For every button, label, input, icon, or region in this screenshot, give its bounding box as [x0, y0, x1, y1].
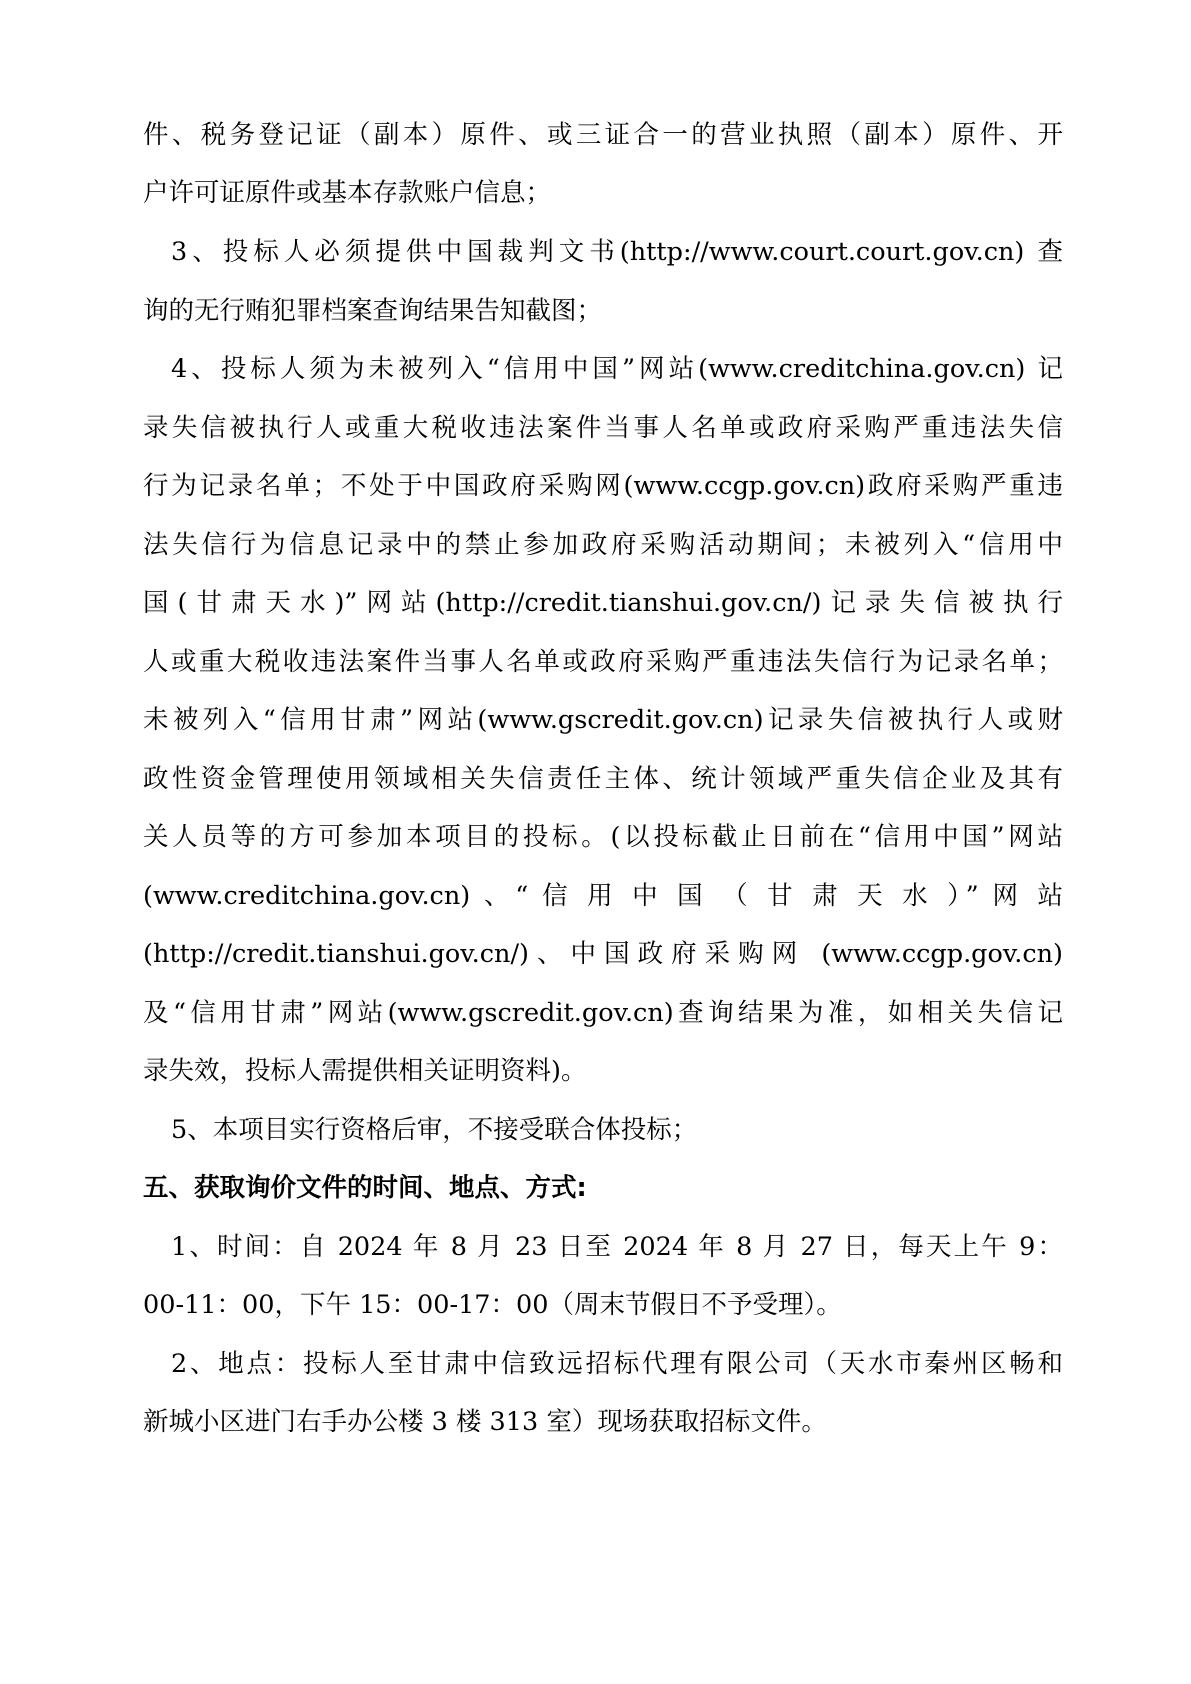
- paragraph-line: 行为记录名单；不处于中国政府采购网(www.ccgp.gov.cn)政府采购严重违: [143, 471, 1063, 501]
- paragraph-line: 法失信行为信息记录中的禁止参加政府采购活动期间；未被列入“信用中: [143, 530, 1063, 560]
- paragraph-line: 录失效，投标人需提供相关证明资料)。: [143, 1056, 587, 1086]
- paragraph-line: 询的无行贿犯罪档案查询结果告知截图；: [143, 296, 603, 326]
- section-heading: 五、获取询价文件的时间、地点、方式:: [143, 1173, 587, 1203]
- paragraph-line: 00-11：00，下午 15：00-17：00（周末节假日不予受理）。: [143, 1290, 842, 1320]
- item-5-line: 5、本项目实行资格后审，不接受联合体投标；: [171, 1115, 698, 1145]
- paragraph-line: 关人员等的方可参加本项目的投标。(以投标截止日前在“信用中国”网站: [143, 822, 1063, 852]
- paragraph-line: 新城小区进门右手办公楼 3 楼 313 室）现场获取招标文件。: [143, 1407, 827, 1437]
- item-4-line: 4、投标人须为未被列入“信用中国”网站(www.creditchina.gov.cn) 记: [171, 354, 1063, 384]
- paragraph-line: (http://credit.tianshui.gov.cn/)、中国政府采购网 (www.ccgp.gov.cn): [143, 939, 1063, 969]
- item-3-line: 3、投标人必须提供中国裁判文书(http://www.court.court.gov.cn) 查: [171, 237, 1063, 267]
- paragraph-line: 未被列入“信用甘肃”网站(www.gscredit.gov.cn)记录失信被执行人或财: [143, 705, 1063, 735]
- paragraph-line: 录失信被执行人或重大税收违法案件当事人名单或政府采购严重违法失信: [143, 413, 1063, 443]
- paragraph-line: 及“信用甘肃”网站(www.gscredit.gov.cn)查询结果为准，如相关失信记: [143, 998, 1063, 1028]
- location-item-line: 2、地点：投标人至甘肃中信致远招标代理有限公司（天水市秦州区畅和: [171, 1349, 1063, 1379]
- paragraph-line: 政性资金管理使用领域相关失信责任主体、统计领域严重失信企业及其有: [143, 764, 1063, 794]
- paragraph-line: (www.creditchina.gov.cn) 、“ 信 用 中 国 （ 甘 肃 天 水 ）” 网 站: [143, 881, 1063, 911]
- paragraph-line: 户许可证原件或基本存款账户信息；: [143, 178, 552, 208]
- paragraph-line: 件、税务登记证（副本）原件、或三证合一的营业执照（副本）原件、开: [143, 120, 1063, 150]
- paragraph-line: 国(甘肃天水)”网站(http://credit.tianshui.gov.cn/)记录失信被执行: [143, 588, 1063, 618]
- paragraph-line: 人或重大税收违法案件当事人名单或政府采购严重违法失信行为记录名单；: [143, 647, 1063, 677]
- time-item-line: 1、时间：自 2024 年 8 月 23 日至 2024 年 8 月 27 日，每天上午 9：: [171, 1232, 1063, 1262]
